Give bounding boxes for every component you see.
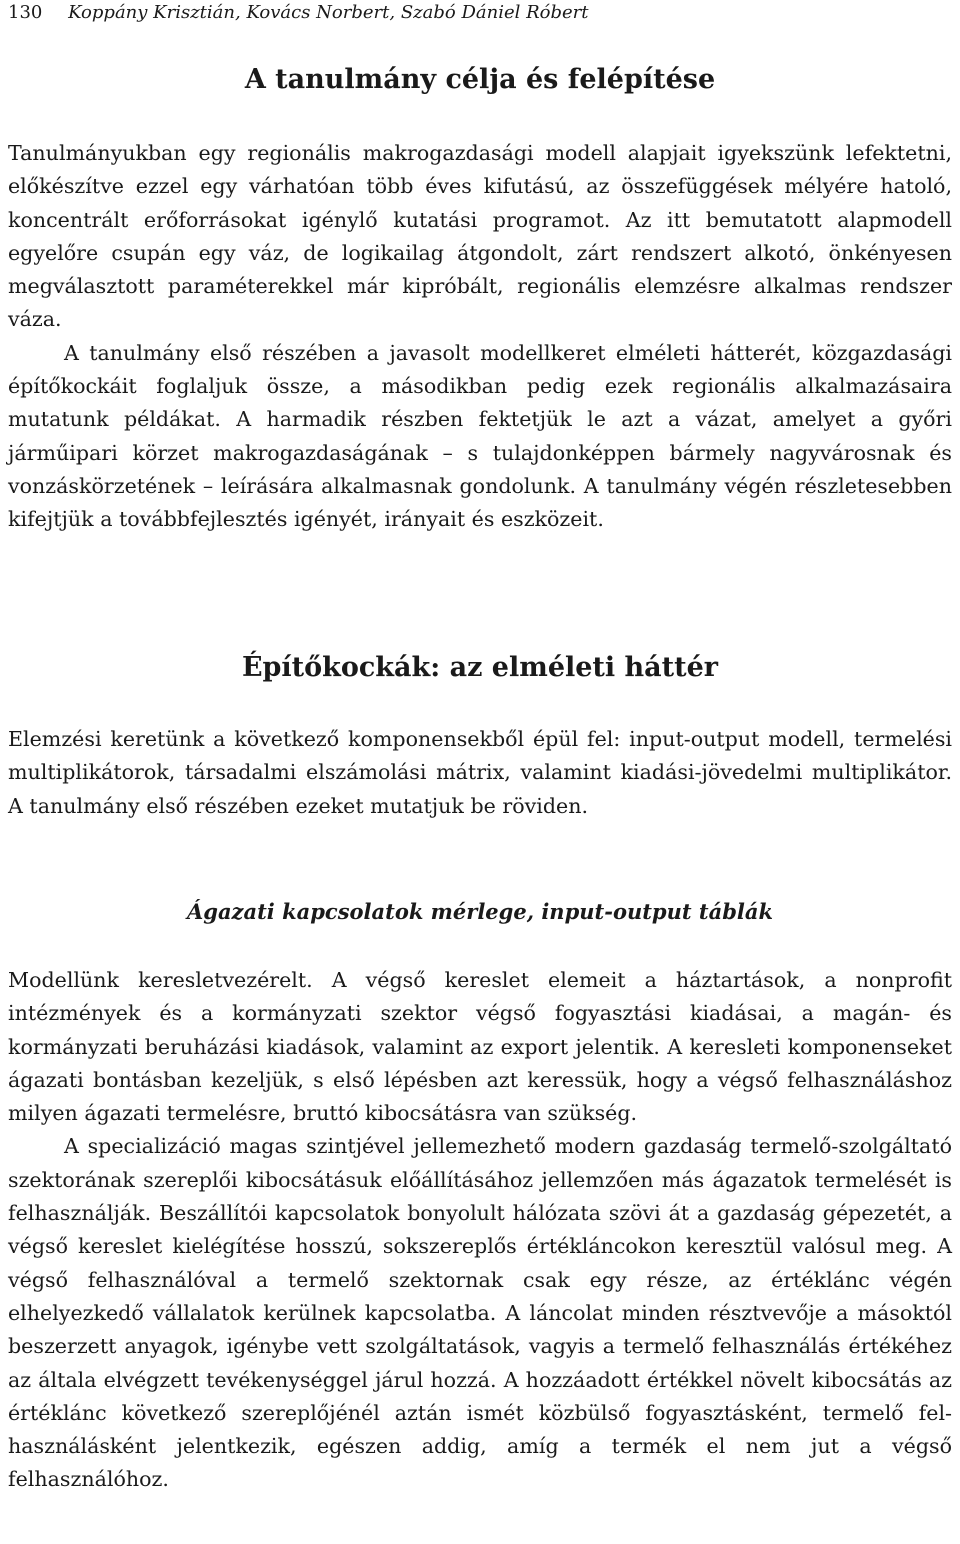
- paragraph: A specializáció magas szintjével jellemezhető modern gazdaság termelő-szolgáltató szektorának szereplői kibocsátásuk előállításához jellemzően más ágazatok termelését is felhasználják. Beszállítói kapcsolatok bonyolult hálózata szövi át a gazdaság gépezetét, a végső kereslet kielégítése hosszú, sokszereplős értékláncokon keresztül valósul meg. A végső felhasználóval a termelő szektornak csak egy része, az értéklánc végén elhelyezkedő vállalatok kerülnek kapcsolatba. A láncolat minden résztvevője a másoktól beszerzett anyagok, igénybe vett szolgáltatások, vagyis a termelő felhasználás értékéhez az általa elvégzett tevékenységgel járul hozzá. A hozzáadott értékkel növelt kibocsátás az értéklánc következő szereplőjénél aztán ismét közbülső fogyasztásként, termelő felhasználásként jelentkezik, egészen addig, amíg a termék el nem jut a végső felhasználóhoz.: [8, 1134, 952, 1492]
- section-title-building-blocks: Építőkockák: az elméleti háttér: [241, 652, 719, 683]
- running-header: [8, 1, 589, 25]
- subsection-title-input-output: Ágazati kapcsolatok mérlege, input-output táblák: [186, 899, 774, 924]
- section-body-aims: [8, 137, 952, 537]
- section-body-building-blocks: [8, 723, 952, 823]
- page-number: 130: [8, 2, 43, 23]
- paragraph: Tanulmányukban egy regionális makrogazdasági modell alapjait igyekszünk lefektetni, előkészítve ezzel egy várhatóan több éves kifutású, az összefüggések mélyére hatoló, koncentrált erőforrásokat igénylő kutatási programot. Az itt bemutatott alapmodell egyelőre csupán egy váz, de logikailag átgondolt, zárt rendszert alkotó, önkényesen megválasztott paraméterekkel már kipróbált, regionális elemzésre alkalmas rendszer váza.: [8, 141, 952, 332]
- paragraph: Modellünk keresletvezérelt. A végső kereslet elemeit a háztartások, a nonprofit intézmények és a kormányzati szektor végső fogyasztási kiadásai, a magán- és kormányzati beruházási kiadások, valamint az export jelentik. A keresleti komponenseket ágazati bontásban kezeljük, s első lépésben azt keressük, hogy a végső felhasználáshoz milyen ágazati termelésre, bruttó kibocsátásra van szükség.: [8, 968, 952, 1126]
- section-title-aims: A tanulmány célja és felépítése: [244, 64, 716, 95]
- running-header-authors: Koppány Krisztián, Kovács Norbert, Szabó Dániel Róbert: [68, 2, 589, 23]
- section-body-input-output: [8, 964, 952, 1497]
- paragraph: A tanulmány első részében a javasolt modellkeret elméleti hátterét, közgazdasági építőkockáit foglaljuk össze, a másodikban pedig ezek regionális alkalmazásaira mutatunk példákat. A harmadik részben fektetjük le azt a vázat, amelyet a győri járműipari körzet makrogazdaságának – s tulajdonképpen bármely nagyvárosnak és vonzáskörzetének – leírására alkalmasnak gondolunk. A tanulmány végén részletesebben kifejtjük a továbbfejlesztés igényét, irányait és eszközeit.: [8, 340, 952, 532]
- paragraph: Elemzési keretünk a következő komponensekből épül fel: input-output modell, termelési multiplikátorok, társadalmi elszámolási mátrix, valamint kiadási-jövedelmi multiplikátor. A tanulmány első részében ezeket mutatjuk be röviden.: [8, 727, 952, 818]
